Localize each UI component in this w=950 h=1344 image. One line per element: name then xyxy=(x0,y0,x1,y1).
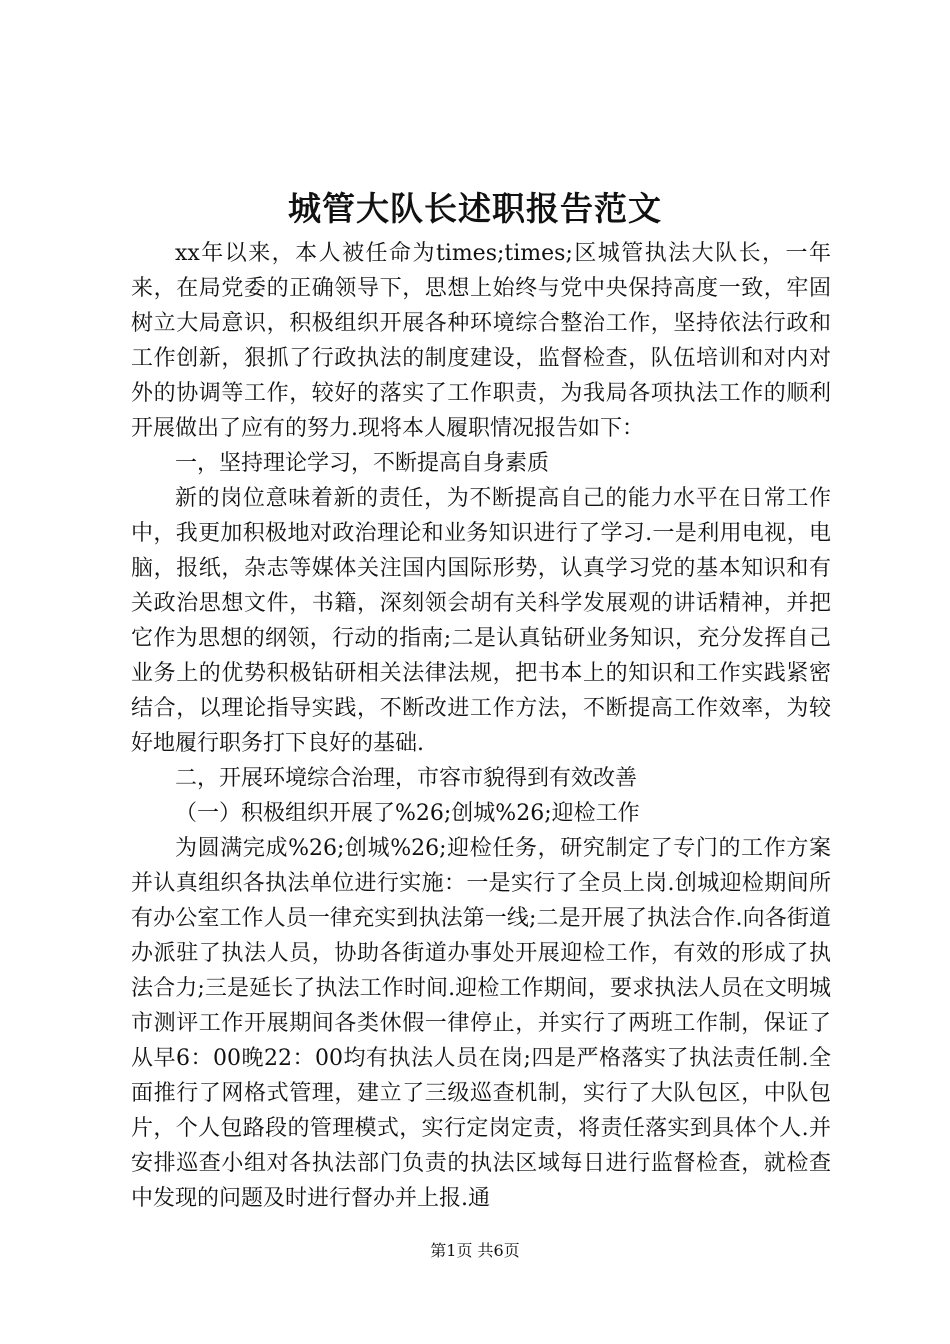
page-number-footer: 第1页 共6页 xyxy=(430,1241,520,1260)
document-title: 城管大队长述职报告范文 xyxy=(288,189,662,228)
document-body xyxy=(131,236,831,1216)
section-heading-1: 一，坚持理论学习，不断提高自身素质 xyxy=(175,451,550,476)
section-1-paragraph: 新的岗位意味着新的责任，为不断提高自己的能力水平在日常工作中，我更加积极地对政治理论和业务知识进行了学习.一是利用电视，电脑，报纸，杂志等媒体关注国内国际形势，认真学习党的基本知识和有关政治思想文件，书籍，深刻领会胡有关科学发展观的讲话精神，并把它作为思想的纲领，行动的指南;二是认真钻研业务知识，充分发挥自己业务上的优势积极钻研相关法律法规，把书本上的知识和工作实践紧密结合，以理论指导实践，不断改进工作方法，不断提高工作效率，为较好地履行职务打下良好的基础. xyxy=(131,486,831,756)
subsection-2-1-paragraph: 为圆满完成%26;创城%26;迎检任务，研究制定了专门的工作方案并认真组织各执法单位进行实施：一是实行了全员上岗.创城迎检期间所有办公室工作人员一律充实到执法第一线;二是开展了执法合作.向各街道办派驻了执法人员，协助各街道办事处开展迎检工作，有效的形成了执法合力;三是延长了执法工作时间.迎检工作期间，要求执法人员在文明城市测评工作开展期间各类休假一律停止，并实行了两班工作制，保证了从早6：00晚22：00均有执法人员在岗;四是严格落实了执法责任制.全面推行了网格式管理，建立了三级巡查机制，实行了大队包区，中队包片，个人包路段的管理模式，实行定岗定责，将责任落实到具体个人.并安排巡查小组对各执法部门负责的执法区域每日进行监督检查，就检查中发现的问题及时进行督办并上报.通 xyxy=(131,836,831,1211)
section-heading-2: 二，开展环境综合治理，市容市貌得到有效改善 xyxy=(175,766,638,791)
subsection-heading-2-1: （一）积极组织开展了%26;创城%26;迎检工作 xyxy=(175,801,640,826)
intro-paragraph: xx年以来，本人被任命为times;times;区城管执法大队长，一年来，在局党委的正确领导下，思想上始终与党中央保持高度一致，牢固树立大局意识，积极组织开展各种环境综合整治工作，坚持依法行政和工作创新，狠抓了行政执法的制度建设，监督检查，队伍培训和对内对外的协调等工作，较好的落实了工作职责，为我局各项执法工作的顺利开展做出了应有的努力.现将本人履职情况报告如下： xyxy=(131,241,831,441)
